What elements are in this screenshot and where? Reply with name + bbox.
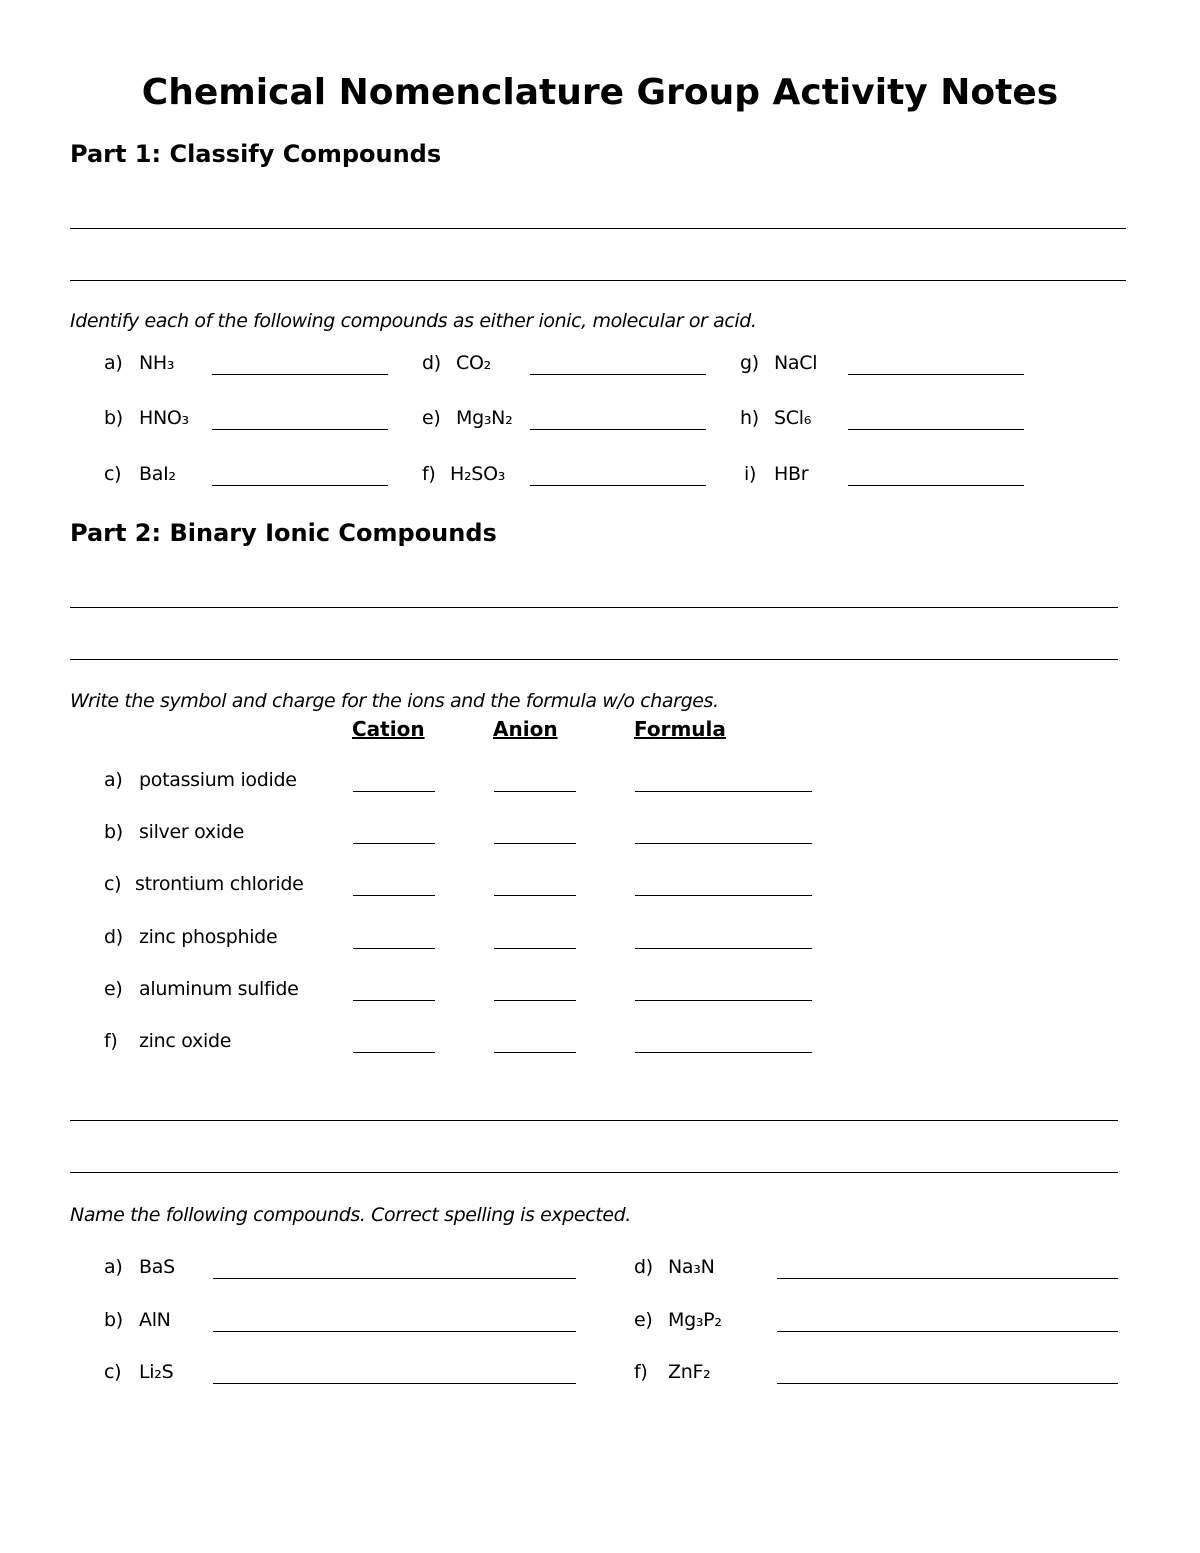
answer-blank[interactable] xyxy=(212,485,388,486)
formula-blank[interactable] xyxy=(635,895,812,896)
answer-blank[interactable] xyxy=(777,1383,1118,1384)
compound-formula: Mg₃P₂ xyxy=(668,1309,722,1331)
answer-blank[interactable] xyxy=(213,1278,576,1279)
item-letter: a) xyxy=(104,769,123,791)
answer-blank[interactable] xyxy=(212,374,388,375)
anion-blank[interactable] xyxy=(494,1000,576,1001)
formula-blank[interactable] xyxy=(635,948,812,949)
item-letter: d) xyxy=(104,926,123,948)
cation-blank[interactable] xyxy=(353,895,435,896)
item-letter: e) xyxy=(104,978,123,1000)
notes-line[interactable] xyxy=(70,1172,1118,1173)
compound-formula: SCl₆ xyxy=(774,407,812,429)
answer-blank[interactable] xyxy=(213,1383,576,1384)
item-letter: b) xyxy=(104,821,123,843)
part2-instruction-ions: Write the symbol and charge for the ions and the formula w/o charges. xyxy=(70,690,719,712)
compound-formula: NH₃ xyxy=(139,352,175,374)
anion-blank[interactable] xyxy=(494,895,576,896)
compound-formula: CO₂ xyxy=(456,352,491,374)
compound-formula: AlN xyxy=(139,1309,171,1331)
item-letter: c) xyxy=(104,463,122,485)
compound-formula: H₂SO₃ xyxy=(450,463,506,485)
part2-heading: Part 2: Binary Ionic Compounds xyxy=(70,519,497,547)
compound-formula: BaS xyxy=(139,1256,175,1278)
anion-blank[interactable] xyxy=(494,1052,576,1053)
formula-blank[interactable] xyxy=(635,843,812,844)
formula-blank[interactable] xyxy=(635,1052,812,1053)
compound-name: strontium chloride xyxy=(135,873,304,895)
compound-formula: Na₃N xyxy=(668,1256,715,1278)
item-letter: h) xyxy=(740,407,759,429)
answer-blank[interactable] xyxy=(777,1278,1118,1279)
compound-formula: HNO₃ xyxy=(139,407,189,429)
notes-line[interactable] xyxy=(70,228,1126,229)
compound-formula: Li₂S xyxy=(139,1361,174,1383)
cation-blank[interactable] xyxy=(353,1000,435,1001)
notes-line[interactable] xyxy=(70,280,1126,281)
item-letter: f) xyxy=(422,463,436,485)
compound-name: aluminum sulfide xyxy=(139,978,299,1000)
compound-formula: BaI₂ xyxy=(139,463,176,485)
compound-formula: Mg₃N₂ xyxy=(456,407,513,429)
page-title: Chemical Nomenclature Group Activity Notes xyxy=(141,72,1059,113)
answer-blank[interactable] xyxy=(777,1331,1118,1332)
item-letter: b) xyxy=(104,1309,123,1331)
item-letter: d) xyxy=(422,352,441,374)
column-header-cation: Cation xyxy=(352,717,425,741)
item-letter: a) xyxy=(104,352,123,374)
item-letter: e) xyxy=(634,1309,653,1331)
notes-line[interactable] xyxy=(70,1120,1118,1121)
answer-blank[interactable] xyxy=(212,429,388,430)
anion-blank[interactable] xyxy=(494,791,576,792)
part1-instruction: Identify each of the following compounds as either ionic, molecular or acid. xyxy=(70,310,757,332)
answer-blank[interactable] xyxy=(530,485,706,486)
cation-blank[interactable] xyxy=(353,843,435,844)
cation-blank[interactable] xyxy=(353,1052,435,1053)
item-letter: g) xyxy=(740,352,759,374)
answer-blank[interactable] xyxy=(530,374,706,375)
anion-blank[interactable] xyxy=(494,948,576,949)
answer-blank[interactable] xyxy=(848,374,1024,375)
answer-blank[interactable] xyxy=(848,485,1024,486)
part2-instruction-names: Name the following compounds. Correct spelling is expected. xyxy=(70,1204,631,1226)
compound-name: zinc oxide xyxy=(139,1030,232,1052)
item-letter: f) xyxy=(104,1030,118,1052)
item-letter: c) xyxy=(104,1361,122,1383)
item-letter: c) xyxy=(104,873,122,895)
anion-blank[interactable] xyxy=(494,843,576,844)
notes-line[interactable] xyxy=(70,607,1118,608)
answer-blank[interactable] xyxy=(213,1331,576,1332)
compound-formula: NaCl xyxy=(774,352,818,374)
compound-name: silver oxide xyxy=(139,821,244,843)
compound-name: potassium iodide xyxy=(139,769,297,791)
compound-name: zinc phosphide xyxy=(139,926,278,948)
compound-formula: HBr xyxy=(774,463,809,485)
part1-heading: Part 1: Classify Compounds xyxy=(70,140,442,168)
cation-blank[interactable] xyxy=(353,948,435,949)
item-letter: a) xyxy=(104,1256,123,1278)
answer-blank[interactable] xyxy=(530,429,706,430)
compound-formula: ZnF₂ xyxy=(668,1361,711,1383)
column-header-anion: Anion xyxy=(493,717,558,741)
formula-blank[interactable] xyxy=(635,1000,812,1001)
column-header-formula: Formula xyxy=(634,717,726,741)
item-letter: f) xyxy=(634,1361,648,1383)
item-letter: e) xyxy=(422,407,441,429)
item-letter: d) xyxy=(634,1256,653,1278)
item-letter: i) xyxy=(744,463,757,485)
cation-blank[interactable] xyxy=(353,791,435,792)
notes-line[interactable] xyxy=(70,659,1118,660)
formula-blank[interactable] xyxy=(635,791,812,792)
answer-blank[interactable] xyxy=(848,429,1024,430)
item-letter: b) xyxy=(104,407,123,429)
